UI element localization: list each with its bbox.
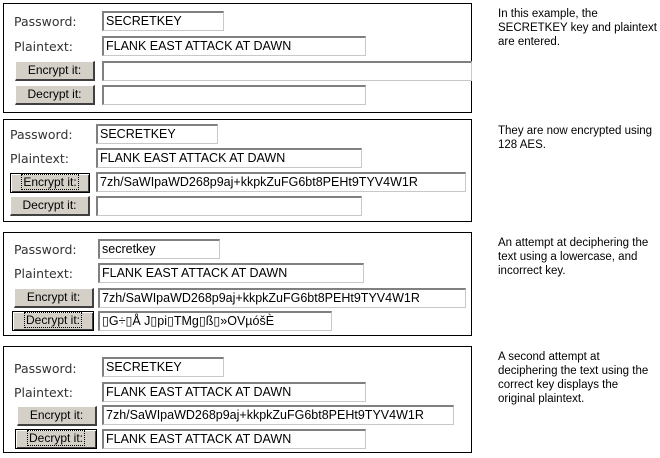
encrypt-button[interactable] [10,173,90,193]
decrypt-button-label: Decrypt it: [27,87,82,101]
caption-3: An attempt at deciphering the text using a lowercase, and incorrect key. [498,237,649,277]
decrypt-button-label: Decrypt it: [28,431,83,445]
plaintext-input[interactable]: FLANK EAST ATTACK AT DAWN [102,36,366,56]
caption-1: In this example, the SECRETKEY key and plaintext are entered. [498,8,657,48]
plaintext-input[interactable]: FLANK EAST ATTACK AT DAWN [98,263,364,283]
caption-4: A second attempt at deciphering the text using the correct key displays the original plaintext. [498,351,649,405]
plaintext-label: Plaintext: [14,39,73,54]
example-panel-3 [3,232,472,336]
decrypt-button-label: Decrypt it: [25,313,80,327]
decrypt-button[interactable] [15,85,95,105]
decrypted-output-field[interactable] [102,85,366,105]
password-label: Password: [10,127,73,142]
example-panel-4 [3,346,472,453]
decrypted-output-field[interactable]: ▯G÷▯Å J▯pi▯TMg▯ß▯»OVµóšÈ [98,311,332,331]
password-input[interactable]: SECRETKEY [102,357,224,377]
encrypted-output-field[interactable]: 7zh/SaWIpaWD268p9aj+kkpkZuFG6bt8PEHt9TYV4W1R [96,172,466,192]
decrypted-output-field[interactable] [96,196,362,216]
example-panel-1 [3,3,472,113]
plaintext-input[interactable]: FLANK EAST ATTACK AT DAWN [96,148,362,168]
plaintext-label: Plaintext: [14,266,73,281]
encrypt-button-label: Encrypt it: [26,290,81,304]
encrypt-button-label: Encrypt it: [29,408,84,422]
password-label: Password: [14,361,77,376]
encrypt-button-label: Encrypt it: [27,63,82,77]
plaintext-input[interactable]: FLANK EAST ATTACK AT DAWN [102,382,366,402]
caption-2: They are now encrypted using 128 AES. [498,125,653,151]
password-input[interactable]: SECRETKEY [96,124,218,144]
encrypted-output-field[interactable]: 7zh/SaWIpaWD268p9aj+kkpkZuFG6bt8PEHt9TYV4W1R [98,288,466,308]
password-input[interactable]: SECRETKEY [102,11,224,31]
password-label: Password: [14,242,77,257]
decrypt-button[interactable] [12,311,94,331]
decrypt-button[interactable] [10,196,90,216]
decrypt-button[interactable] [15,429,97,449]
encrypted-output-field[interactable]: 7zh/SaWIpaWD268p9aj+kkpkZuFG6bt8PEHt9TYV4W1R [102,405,454,425]
password-input[interactable]: secretkey [98,239,220,259]
encrypt-button[interactable] [17,406,97,426]
encrypt-button[interactable] [15,61,95,81]
decrypt-button-label: Decrypt it: [22,198,77,212]
example-panel-2 [3,119,472,222]
encrypt-button[interactable] [14,288,94,308]
encrypted-output-field[interactable] [102,61,472,81]
password-label: Password: [14,14,77,29]
decrypted-output-field[interactable]: FLANK EAST ATTACK AT DAWN [102,429,366,449]
encrypt-button-label: Encrypt it: [23,175,77,189]
plaintext-label: Plaintext: [10,151,69,166]
plaintext-label: Plaintext: [14,385,73,400]
